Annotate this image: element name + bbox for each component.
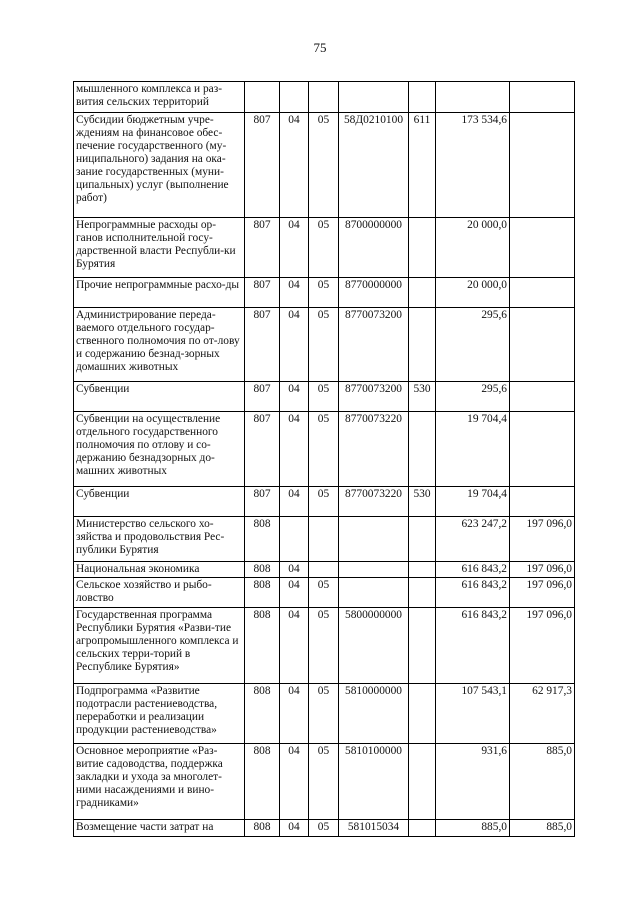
table-row — [74, 218, 575, 278]
cell-pr: 05 — [309, 744, 339, 820]
cell-sum-1: 20 000,0 — [436, 218, 510, 278]
cell-pr: 05 — [309, 684, 339, 744]
cell-sum-1: 616 843,2 — [436, 578, 510, 608]
cell-rz: 04 — [280, 278, 309, 308]
cell-ved: 807 — [245, 487, 280, 517]
cell-name: Непрограммные расходы ор-ганов исполнительной госу-дарственной власти Республи-ки Бурятия — [74, 218, 245, 278]
cell-sum-1: 616 843,2 — [436, 608, 510, 684]
cell-ved: 808 — [245, 578, 280, 608]
cell-csr: 5810000000 — [339, 684, 409, 744]
cell-rz — [280, 517, 309, 562]
cell-csr: 8770073200 — [339, 308, 409, 382]
cell-vr — [409, 684, 436, 744]
cell-name: Подпрограмма «Развитие подотрасли растениеводства, переработки и реализации продукции растениеводства» — [74, 684, 245, 744]
cell-name: Возмещение части затрат на — [74, 820, 245, 837]
cell-rz: 04 — [280, 487, 309, 517]
cell-sum-2 — [510, 412, 575, 487]
table-row — [74, 308, 575, 382]
cell-vr — [409, 517, 436, 562]
cell-rz: 04 — [280, 218, 309, 278]
cell-sum-2 — [510, 487, 575, 517]
cell-vr — [409, 278, 436, 308]
cell-ved: 807 — [245, 412, 280, 487]
cell-sum-1: 19 704,4 — [436, 412, 510, 487]
cell-ved: 808 — [245, 744, 280, 820]
table-row — [74, 578, 575, 608]
table-row — [74, 82, 575, 113]
cell-csr: 5810100000 — [339, 744, 409, 820]
cell-sum-2 — [510, 382, 575, 412]
cell-vr — [409, 308, 436, 382]
cell-ved: 808 — [245, 820, 280, 837]
cell-name: Субсидии бюджетным учре-ждениям на финансовое обес-печение государственного (му-ниципального) задания на ока-зание государственных (муни-ципальных) услуг (выполнение работ) — [74, 113, 245, 218]
cell-rz: 04 — [280, 744, 309, 820]
cell-ved: 807 — [245, 113, 280, 218]
table-row — [74, 278, 575, 308]
cell-ved: 808 — [245, 517, 280, 562]
cell-ved: 808 — [245, 608, 280, 684]
cell-sum-1: 885,0 — [436, 820, 510, 837]
cell-csr: 5800000000 — [339, 608, 409, 684]
cell-name: Сельское хозяйство и рыбо-ловство — [74, 578, 245, 608]
cell-sum-2: 197 096,0 — [510, 608, 575, 684]
cell-sum-1: 107 543,1 — [436, 684, 510, 744]
table-row — [74, 517, 575, 562]
cell-ved: 807 — [245, 278, 280, 308]
cell-rz: 04 — [280, 684, 309, 744]
cell-name: Субвенции на осуществление отдельного государственного полномочия по отлову и со-держанию безнадзорных до-машних животных — [74, 412, 245, 487]
table-body — [74, 82, 575, 837]
cell-sum-2: 62 917,3 — [510, 684, 575, 744]
cell-sum-2 — [510, 82, 575, 113]
cell-sum-1: 931,6 — [436, 744, 510, 820]
table-row — [74, 113, 575, 218]
cell-rz: 04 — [280, 113, 309, 218]
cell-vr — [409, 562, 436, 578]
cell-sum-2: 885,0 — [510, 820, 575, 837]
page-number: 75 — [313, 40, 327, 55]
cell-pr: 05 — [309, 820, 339, 837]
cell-rz: 04 — [280, 412, 309, 487]
cell-vr: 611 — [409, 113, 436, 218]
cell-pr — [309, 517, 339, 562]
table-row — [74, 382, 575, 412]
cell-rz: 04 — [280, 578, 309, 608]
cell-sum-1: 173 534,6 — [436, 113, 510, 218]
cell-name: Министерство сельского хо-зяйства и продовольствия Рес-публики Бурятия — [74, 517, 245, 562]
cell-vr: 530 — [409, 487, 436, 517]
cell-sum-1 — [436, 82, 510, 113]
cell-csr: 581015034 — [339, 820, 409, 837]
cell-sum-2: 197 096,0 — [510, 578, 575, 608]
cell-name: Основное мероприятие «Раз-витие садоводства, поддержка закладки и ухода за многолет-ними насаждениями и вино-градниками» — [74, 744, 245, 820]
cell-sum-2: 197 096,0 — [510, 517, 575, 562]
cell-sum-1: 295,6 — [436, 308, 510, 382]
cell-name: Субвенции — [74, 382, 245, 412]
cell-vr — [409, 578, 436, 608]
cell-vr — [409, 820, 436, 837]
cell-csr: 8770073220 — [339, 412, 409, 487]
budget-table — [73, 81, 575, 837]
cell-csr — [339, 562, 409, 578]
cell-ved: 807 — [245, 382, 280, 412]
cell-sum-2 — [510, 278, 575, 308]
table-row — [74, 412, 575, 487]
cell-rz — [280, 82, 309, 113]
cell-name: Национальная экономика — [74, 562, 245, 578]
cell-csr — [339, 517, 409, 562]
cell-pr: 05 — [309, 578, 339, 608]
cell-ved: 808 — [245, 684, 280, 744]
cell-pr: 05 — [309, 412, 339, 487]
cell-vr: 530 — [409, 382, 436, 412]
cell-ved: 807 — [245, 218, 280, 278]
cell-name: Прочие непрограммные расхо-ды — [74, 278, 245, 308]
cell-csr — [339, 578, 409, 608]
cell-csr: 8770073220 — [339, 487, 409, 517]
table-row — [74, 487, 575, 517]
cell-ved: 807 — [245, 308, 280, 382]
cell-sum-1: 20 000,0 — [436, 278, 510, 308]
cell-csr: 8770073200 — [339, 382, 409, 412]
cell-sum-2: 197 096,0 — [510, 562, 575, 578]
cell-vr — [409, 412, 436, 487]
table-row — [74, 744, 575, 820]
cell-pr: 05 — [309, 113, 339, 218]
cell-name: Субвенции — [74, 487, 245, 517]
table-row — [74, 562, 575, 578]
cell-sum-2 — [510, 308, 575, 382]
cell-rz: 04 — [280, 382, 309, 412]
cell-pr: 05 — [309, 382, 339, 412]
cell-name: мышленного комплекса и раз-вития сельских территорий — [74, 82, 245, 113]
cell-csr: 8700000000 — [339, 218, 409, 278]
cell-vr — [409, 82, 436, 113]
cell-csr: 58Д0210100 — [339, 113, 409, 218]
table-row — [74, 608, 575, 684]
cell-vr — [409, 218, 436, 278]
cell-pr: 05 — [309, 608, 339, 684]
cell-rz: 04 — [280, 820, 309, 837]
table-row — [74, 684, 575, 744]
cell-sum-1: 295,6 — [436, 382, 510, 412]
cell-ved — [245, 82, 280, 113]
cell-pr: 05 — [309, 308, 339, 382]
cell-sum-1: 19 704,4 — [436, 487, 510, 517]
cell-name: Администрирование переда-ваемого отдельного государ-ственного полномочия по от-лову и содержанию безнад-зорных домашних животных — [74, 308, 245, 382]
cell-sum-1: 616 843,2 — [436, 562, 510, 578]
cell-name: Государственная программа Республики Бурятия «Разви-тие агропромышленного комплекса и сельских терри-торий в Республике Бурятия» — [74, 608, 245, 684]
cell-sum-2 — [510, 218, 575, 278]
cell-pr — [309, 562, 339, 578]
cell-pr — [309, 82, 339, 113]
cell-vr — [409, 744, 436, 820]
cell-csr: 8770000000 — [339, 278, 409, 308]
cell-vr — [409, 608, 436, 684]
cell-sum-1: 623 247,2 — [436, 517, 510, 562]
cell-pr: 05 — [309, 218, 339, 278]
cell-sum-2 — [510, 113, 575, 218]
cell-sum-2: 885,0 — [510, 744, 575, 820]
cell-pr: 05 — [309, 278, 339, 308]
cell-csr — [339, 82, 409, 113]
cell-rz: 04 — [280, 562, 309, 578]
cell-ved: 808 — [245, 562, 280, 578]
table-row — [74, 820, 575, 837]
cell-pr: 05 — [309, 487, 339, 517]
cell-rz: 04 — [280, 608, 309, 684]
cell-rz: 04 — [280, 308, 309, 382]
